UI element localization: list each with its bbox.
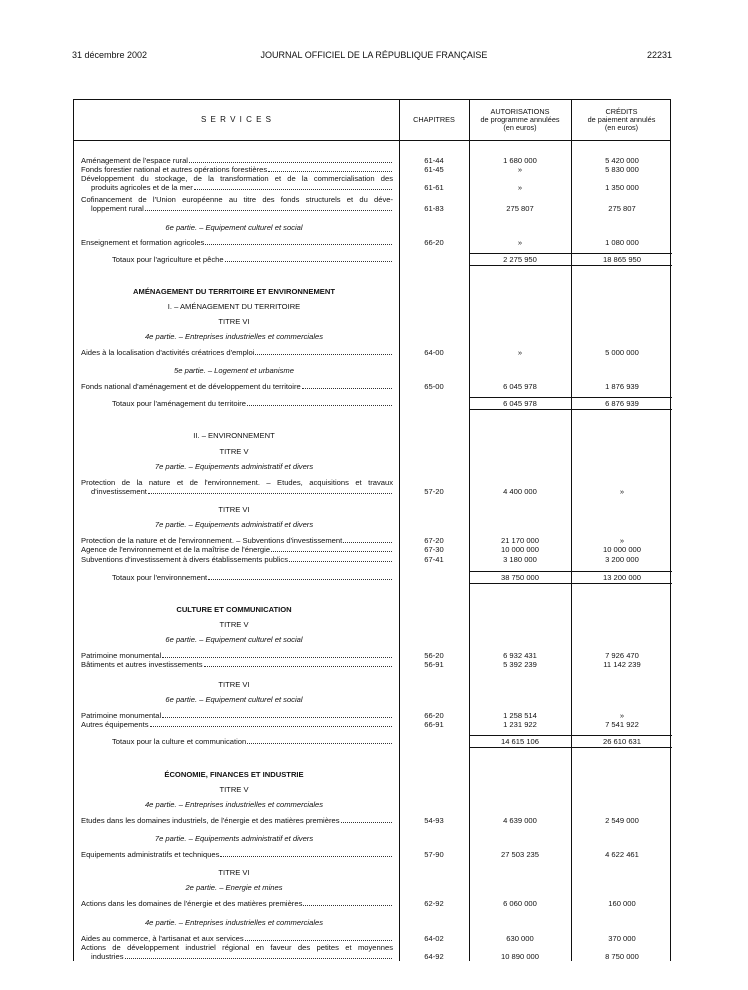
- title-heading: TITRE VI: [218, 680, 250, 689]
- row-label: [81, 156, 393, 165]
- credits-cell: 8 750 000: [605, 952, 639, 961]
- part-heading: 6e partie. – Equipement culturel et social: [165, 695, 303, 704]
- row-label-text: Agence de l'environnement et de la maîtrise de l'énergie: [81, 545, 271, 554]
- autorisations-cell: 10 000 000: [500, 545, 539, 554]
- row-label-line2-text: d'investissement: [91, 487, 147, 496]
- title-heading: I. – AMÉNAGEMENT DU TERRITOIRE: [167, 302, 301, 311]
- dot-leader: [208, 578, 392, 580]
- chapter-cell: 56-20: [424, 651, 444, 660]
- header-page-number: 22231: [646, 50, 672, 60]
- autorisations-cell: »: [517, 348, 523, 357]
- column-divider: [399, 100, 400, 961]
- title-heading: TITRE VI: [218, 317, 250, 326]
- header-journal-title: JOURNAL OFFICIEL DE LA RÉPUBLIQUE FRANÇAISE: [260, 50, 488, 60]
- row-label: [81, 850, 393, 859]
- row-label: [81, 711, 393, 720]
- dot-leader: [162, 656, 392, 658]
- row-label-text: Autres équipements: [81, 720, 149, 729]
- dot-leader: [302, 387, 392, 389]
- part-heading: 6e partie. – Equipement culturel et social: [165, 223, 303, 232]
- row-label-text: Fonds forestier national et autres opérations forestières: [81, 165, 268, 174]
- total-rule: [469, 253, 672, 254]
- credits-cell: 2 549 000: [605, 816, 639, 825]
- row-label: [81, 348, 393, 357]
- row-label-text: Patrimoine monumental: [81, 651, 162, 660]
- row-label-text: Bâtiments et autres investissements: [81, 660, 203, 669]
- credits-cell: 10 000 000: [602, 545, 641, 554]
- autorisations-cell: 10 890 000: [500, 952, 539, 961]
- row-label: [81, 660, 393, 669]
- row-label-text: Patrimoine monumental: [81, 711, 162, 720]
- section-heading: ÉCONOMIE, FINANCES ET INDUSTRIE: [164, 770, 304, 779]
- chapter-cell: 61-61: [424, 183, 444, 192]
- chapter-cell: 57-20: [424, 487, 444, 496]
- dot-leader: [303, 904, 392, 906]
- chapter-cell: 66-91: [424, 720, 444, 729]
- section-heading: AMÉNAGEMENT DU TERRITOIRE ET ENVIRONNEMENT: [133, 287, 335, 296]
- title-heading: TITRE VI: [218, 868, 250, 877]
- part-heading: 4e partie. – Entreprises industrielles et commerciales: [144, 332, 324, 341]
- credits-cell: 26 610 631: [602, 737, 641, 746]
- credits-cell: »: [619, 711, 625, 720]
- total-rule: [469, 397, 672, 398]
- credits-cell: 5 830 000: [605, 165, 639, 174]
- row-label-line1: Protection de la nature et de l'environnement. – Etudes, acquisitions et travaux: [81, 478, 393, 487]
- credits-cell: 1 350 000: [605, 183, 639, 192]
- autorisations-cell: 630 000: [506, 934, 534, 943]
- chapter-cell: 61-45: [424, 165, 444, 174]
- column-header-credits-line: (en euros): [604, 123, 639, 132]
- row-label-line1: Actions de développement industriel régional en faveur des petites et moyennes: [81, 943, 393, 952]
- dot-leader: [225, 260, 392, 262]
- column-divider: [469, 100, 470, 961]
- chapter-cell: 64-92: [424, 952, 444, 961]
- total-rule: [469, 409, 672, 410]
- credits-cell: 160 000: [608, 899, 636, 908]
- dot-leader: [145, 209, 392, 211]
- column-header-credits-line: de paiement annulés: [587, 115, 656, 124]
- chapter-cell: 57-90: [424, 850, 444, 859]
- autorisations-cell: 6 932 431: [503, 651, 537, 660]
- credits-cell: 11 142 239: [603, 660, 641, 669]
- dot-leader: [343, 541, 392, 543]
- column-header-autorisations-line: de programme annulées: [480, 115, 560, 124]
- row-label: [81, 934, 393, 943]
- dot-leader: [162, 716, 392, 718]
- total-label-text: Totaux pour l'agriculture et pêche: [112, 255, 224, 264]
- dot-leader: [268, 170, 392, 172]
- row-label-text: Actions dans les domaines de l'énergie et des matières premières: [81, 899, 303, 908]
- dot-leader: [194, 188, 392, 190]
- row-label: [81, 720, 393, 729]
- autorisations-cell: 6 045 978: [503, 399, 537, 408]
- title-heading: TITRE V: [219, 447, 249, 456]
- autorisations-cell: 14 615 106: [500, 737, 539, 746]
- row-label-line2: [91, 183, 393, 192]
- row-label-text: Subventions d'investissement à divers établissements publics: [81, 555, 289, 564]
- row-label: [81, 382, 393, 391]
- dot-leader: [148, 492, 392, 494]
- credits-cell: 7 926 470: [605, 651, 639, 660]
- dot-leader: [271, 550, 392, 552]
- autorisations-cell: »: [517, 183, 523, 192]
- title-heading: TITRE V: [219, 785, 249, 794]
- row-label-line2: [91, 487, 393, 496]
- column-header-autorisations-line: (en euros): [503, 123, 537, 132]
- dot-leader: [341, 821, 392, 823]
- credits-cell: 13 200 000: [602, 573, 641, 582]
- row-label-text: Etudes dans les domaines industriels, de l'énergie et des matières premières: [81, 816, 340, 825]
- credits-cell: 5 420 000: [605, 156, 639, 165]
- total-label: [112, 399, 393, 408]
- total-label-text: Totaux pour l'environnement: [112, 573, 208, 582]
- row-label-text: Equipements administratifs et techniques: [81, 850, 220, 859]
- dot-leader: [204, 665, 392, 667]
- column-header-autorisations: [469, 100, 571, 140]
- header-date: 31 décembre 2002: [72, 50, 148, 60]
- chapter-cell: 66-20: [424, 711, 444, 720]
- dot-leader: [255, 353, 392, 355]
- chapter-cell: 67-20: [424, 536, 444, 545]
- credits-cell: 18 865 950: [602, 255, 641, 264]
- row-label-line2: [91, 204, 393, 213]
- part-heading: 7e partie. – Equipements administratif et divers: [154, 462, 314, 471]
- row-label-line2-text: produits agricoles et de la mer: [91, 183, 193, 192]
- row-label-text: Aménagement de l'espace rural: [81, 156, 188, 165]
- autorisations-cell: 2 275 950: [503, 255, 537, 264]
- dot-leader: [205, 243, 392, 245]
- part-heading: 5e partie. – Logement et urbanisme: [174, 366, 294, 375]
- column-header-credits-line: CRÉDITS: [605, 107, 638, 116]
- total-rule: [469, 265, 672, 266]
- autorisations-cell: »: [517, 165, 523, 174]
- budget-table: [73, 99, 671, 961]
- total-rule: [469, 735, 672, 736]
- column-header-chapitres: [399, 100, 469, 140]
- autorisations-cell: 1 680 000: [503, 156, 537, 165]
- header-divider: [74, 140, 670, 141]
- autorisations-cell: 6 060 000: [503, 899, 537, 908]
- row-label-text: Enseignement et formation agricoles: [81, 238, 205, 247]
- row-label: [81, 165, 393, 174]
- credits-cell: 3 200 000: [605, 555, 639, 564]
- autorisations-cell: »: [517, 238, 523, 247]
- credits-cell: 275 807: [608, 204, 636, 213]
- title-heading: II. – ENVIRONNEMENT: [193, 431, 275, 440]
- chapter-cell: 65-00: [424, 382, 444, 391]
- part-heading: 4e partie. – Entreprises industrielles et commerciales: [144, 800, 324, 809]
- dot-leader: [245, 939, 392, 941]
- column-divider: [571, 100, 572, 961]
- dot-leader: [289, 560, 392, 562]
- chapter-cell: 61-44: [424, 156, 444, 165]
- credits-cell: 1 876 939: [605, 382, 639, 391]
- chapter-cell: 64-02: [424, 934, 444, 943]
- title-heading: TITRE VI: [218, 505, 250, 514]
- credits-cell: 5 000 000: [605, 348, 639, 357]
- autorisations-cell: 21 170 000: [500, 536, 539, 545]
- row-label-text: Aides au commerce, à l'artisanat et aux services: [81, 934, 244, 943]
- part-heading: 7e partie. – Equipements administratif et divers: [154, 520, 314, 529]
- row-label-line2-text: loppement rural: [91, 204, 144, 213]
- chapter-cell: 54-93: [424, 816, 444, 825]
- row-label: [81, 238, 393, 247]
- row-label: [81, 899, 393, 908]
- row-label-line2: [91, 952, 393, 961]
- autorisations-cell: 4 639 000: [503, 816, 537, 825]
- row-label: [81, 555, 393, 564]
- dot-leader: [247, 404, 392, 406]
- column-header-services: [74, 100, 399, 140]
- total-label: [112, 737, 393, 746]
- chapter-cell: 61-83: [424, 204, 444, 213]
- row-label-text: Fonds national d'aménagement et de développement du territoire: [81, 382, 301, 391]
- autorisations-cell: 1 231 922: [503, 720, 537, 729]
- autorisations-cell: 27 503 235: [500, 850, 539, 859]
- row-label: [81, 545, 393, 554]
- column-header-chapitres-label: CHAPITRES: [413, 115, 455, 124]
- autorisations-cell: 6 045 978: [503, 382, 537, 391]
- total-label: [112, 255, 393, 264]
- row-label: [81, 816, 393, 825]
- autorisations-cell: 275 807: [506, 204, 534, 213]
- dot-leader: [125, 957, 393, 959]
- autorisations-cell: 3 180 000: [503, 555, 537, 564]
- column-header-services-label: S E R V I C E S: [200, 115, 272, 124]
- row-label-text: Aides à la localisation d'activités créatrices d'emploi: [81, 348, 255, 357]
- part-heading: 6e partie. – Equipement culturel et social: [165, 635, 303, 644]
- row-label-text: Protection de la nature et de l'environnement. – Subventions d'investissement: [81, 536, 343, 545]
- autorisations-cell: 4 400 000: [503, 487, 537, 496]
- dot-leader: [247, 742, 392, 744]
- credits-cell: »: [619, 536, 625, 545]
- total-label: [112, 573, 393, 582]
- credits-cell: »: [619, 487, 625, 496]
- credits-cell: 370 000: [608, 934, 636, 943]
- dot-leader: [189, 161, 392, 163]
- dot-leader: [150, 725, 392, 727]
- credits-cell: 7 541 922: [605, 720, 639, 729]
- chapter-cell: 64-00: [424, 348, 444, 357]
- row-label-line1: Développement du stockage, de la transformation et de la commercialisation des: [81, 174, 393, 183]
- part-heading: 2e partie. – Energie et mines: [185, 883, 283, 892]
- autorisations-cell: 38 750 000: [500, 573, 539, 582]
- credits-cell: 1 080 000: [605, 238, 639, 247]
- total-rule: [469, 747, 672, 748]
- dot-leader: [220, 855, 392, 857]
- column-header-credits: [571, 100, 672, 140]
- chapter-cell: 67-30: [424, 545, 444, 554]
- credits-cell: 4 622 461: [605, 850, 639, 859]
- autorisations-cell: 1 258 514: [503, 711, 537, 720]
- row-label-line1: Cofinancement de l'Union européenne au titre des fonds structurels et du déve-: [81, 195, 393, 204]
- row-label-line2-text: industries: [91, 952, 124, 961]
- chapter-cell: 62-92: [424, 899, 444, 908]
- credits-cell: 6 876 939: [605, 399, 639, 408]
- chapter-cell: 67-41: [424, 555, 444, 564]
- total-label-text: Totaux pour la culture et communication: [112, 737, 247, 746]
- total-rule: [469, 571, 672, 572]
- part-heading: 7e partie. – Equipements administratif et divers: [154, 834, 314, 843]
- total-label-text: Totaux pour l'aménagement du territoire: [112, 399, 246, 408]
- total-rule: [469, 583, 672, 584]
- part-heading: 4e partie. – Entreprises industrielles et commerciales: [144, 918, 324, 927]
- row-label: [81, 536, 393, 545]
- column-header-autorisations-line: AUTORISATIONS: [490, 107, 550, 116]
- section-heading: CULTURE ET COMMUNICATION: [176, 605, 292, 614]
- autorisations-cell: 5 392 239: [503, 660, 537, 669]
- chapter-cell: 56-91: [424, 660, 444, 669]
- chapter-cell: 66-20: [424, 238, 444, 247]
- title-heading: TITRE V: [219, 620, 249, 629]
- row-label: [81, 651, 393, 660]
